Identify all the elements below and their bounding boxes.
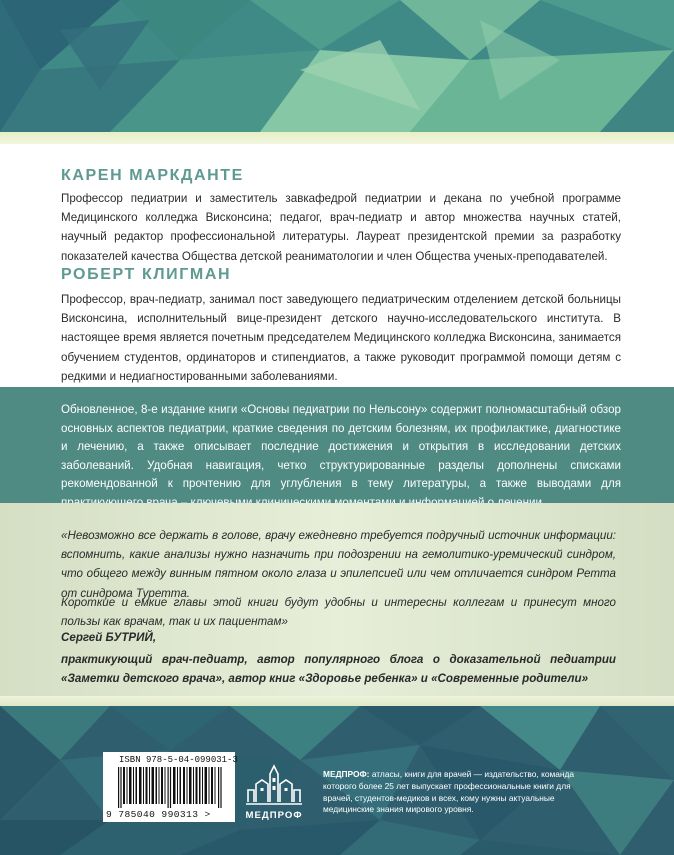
top-divider-band [0,132,674,144]
bottom-divider-band [0,696,674,706]
isbn-barcode [103,752,238,822]
barcode-digits: 9 785040 990313 > [106,809,211,820]
barcode-bars-icon [118,767,222,808]
publisher-name: МЕДПРОФ: [323,769,370,779]
medprof-logo-text: МЕДПРОФ [245,810,303,821]
author-name-1: КАРЕН МАРКДАНТЕ [61,167,244,184]
publisher-info [323,769,583,816]
isbn-number: ISBN 978-5-04-099031-3 [119,755,238,765]
quote-author-name: Сергей БУТРИЙ, [61,631,157,644]
author-bio-1: Профессор педиатрии и заместитель завкафедрой педиатрии и декана по учебной программе Медицинского колледжа Висконсина; педагог, врач-педиатр и автор множества научных статей, научный редактор профессиональной литературы. Лауреат президентской премии за разработку показателей качества Общества детской реаниматологии и член Общества ученых-преподавателей. [61,192,621,263]
publisher-description: атласы, книги для врачей — издательство, команда которого более 25 лет выпускает профессиональные книги для врачей, студентов-медиков и всех, кому нужны актуальные медицинские знания мирового уровня. [323,769,575,815]
quote-author-description: практикующий врач-педиатр, автор популярного блога о доказательной педиатрии «Заметки детского врача», автор книг «Здоровье ребенка» и «Современные родители» [61,653,616,686]
author-name-2: РОБЕРТ КЛИГМАН [61,266,232,283]
top-polygon-band [0,0,674,132]
quote-paragraph-1: «Невозможно все держать в голове, врачу ежедневно требуется подручный источник информации: вспомнить, какие анализы нужно назначить при подозрении на гемолитико-уремический синдром, что общего между винным пятном около глаза и эпилепсией или чем отличается синдром Ретта от синдрома Туретта. [61,529,616,600]
book-summary: Обновленное, 8-е издание книги «Основы педиатрии по Нельсону» содержит полномасштабный обзор основных аспектов педиатрии, краткие сведения по детским болезням, их профилактике, диагностике и лечению, а также описывает последние достижения и открытия в исследовании детских заболеваний. Удобная навигация, четко структурированные разделы дополнены списками рекомендованной к прочтению для углубления в тему литературы, а также выводами для [61,403,621,491]
quote-paragraph-2: Короткие и емкие главы этой книги будут удобны и интересны коллегам и принесут много пользы как врачам, так и их пациентам» [61,596,616,629]
author-bio-2: Профессор, врач-педиатр, занимал пост заведующего педиатрическим отделением детской больницы Висконсина, исполнительный вице-президент детского научно-исследовательского института. В настоящее время является почетным председателем Медицинского колледжа Висконсина, занимается обучением студентов, ординаторов и стипендиатов, а также руководит программой помощи детям с редкими и недиагностированными заболеваниями. [61,293,621,383]
